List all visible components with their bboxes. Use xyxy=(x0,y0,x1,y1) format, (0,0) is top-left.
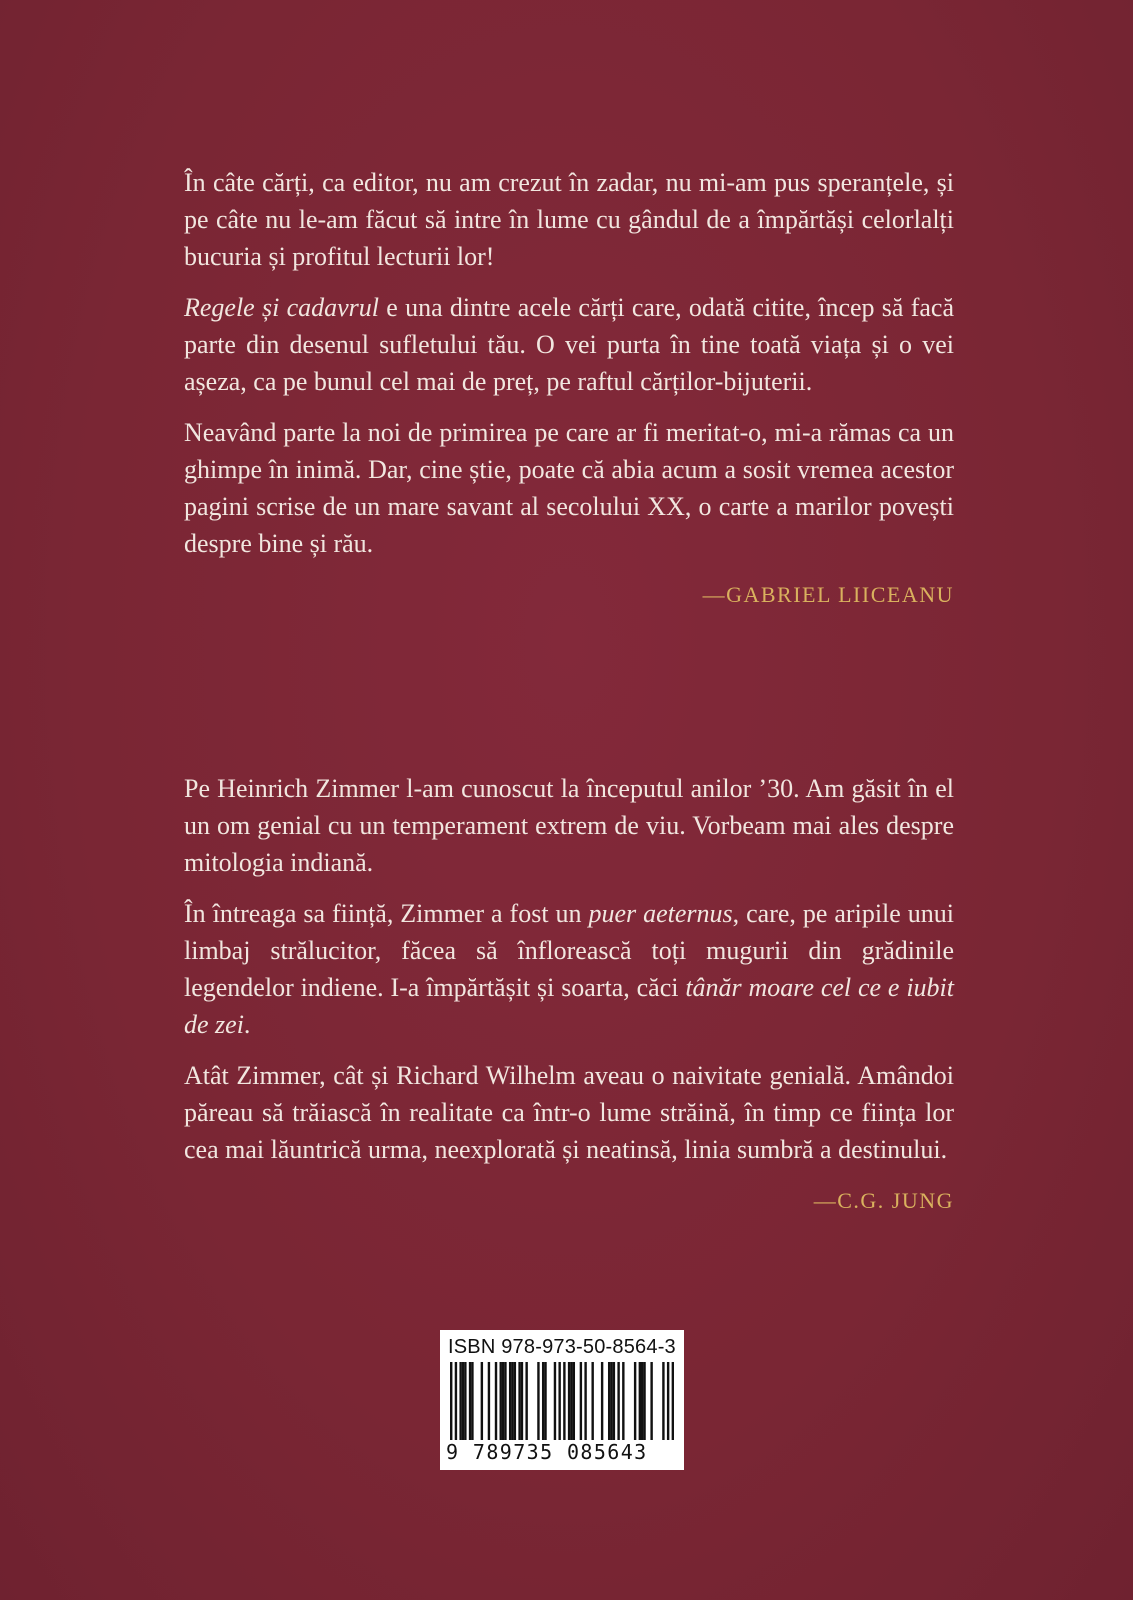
quote-paragraph xyxy=(184,770,954,881)
barcode-bar xyxy=(634,1362,636,1440)
barcode-bar xyxy=(509,1362,511,1440)
barcode-bars xyxy=(450,1362,674,1440)
barcode-bar xyxy=(542,1362,544,1440)
barcode-bar xyxy=(511,1362,513,1440)
barcode-bar xyxy=(617,1362,619,1440)
quote-paragraph xyxy=(184,289,954,400)
text-segment: , care, pe aripile unui limbaj strălucitor, făcea să înflorească toți mugurii din grădinile legendelor indiene. I-a împărtășit și soarta, căci xyxy=(184,899,954,1002)
barcode-bar xyxy=(672,1362,674,1440)
barcode-bar xyxy=(563,1362,565,1440)
barcode-bar xyxy=(601,1362,603,1440)
barcode-digits: 9 789735 085643 xyxy=(446,1440,648,1464)
barcode-bar xyxy=(469,1362,471,1440)
barcode-bar xyxy=(641,1362,643,1440)
text-segment: În câte cărți, ca editor, nu am crezut în zadar, nu mi-am pus speranțele, și pe câte nu le-am făcut să intre în lume cu gândul de a împărtăși celorlalți bucuria și profitul lecturii lor! xyxy=(184,168,954,271)
barcode-bar xyxy=(554,1362,556,1440)
barcode-bar xyxy=(639,1362,641,1440)
barcode-bar xyxy=(462,1362,464,1440)
italic-title: puer aeternus xyxy=(588,899,733,928)
liiceanu-quote xyxy=(184,164,954,613)
quote-paragraph xyxy=(184,414,954,562)
barcode-bar xyxy=(643,1362,645,1440)
barcode-bar xyxy=(558,1362,560,1440)
barcode-bar xyxy=(537,1362,539,1440)
barcode-bar xyxy=(544,1362,546,1440)
text-segment: Pe Heinrich Zimmer l-am cunoscut la începutul anilor ’30. Am găsit în el un om genial cu un temperament extrem de viu. Vorbeam mai ales despre mitologia indiană. xyxy=(184,774,954,877)
barcode-bar xyxy=(662,1362,664,1440)
barcode-bar xyxy=(667,1362,669,1440)
barcode-bar xyxy=(622,1362,624,1440)
barcode-bar xyxy=(610,1362,612,1440)
barcode-bar xyxy=(488,1362,490,1440)
barcode-bar xyxy=(471,1362,473,1440)
barcode-bar xyxy=(608,1362,610,1440)
barcode-bar xyxy=(613,1362,615,1440)
text-segment: e una dintre acele cărți care, odată citite, încep să facă parte din desenul sufletului tău. O vei purta în tine toată viața și o vei așeza, ca pe bunul cel mai de preț, pe raftul cărților-bijuterii. xyxy=(184,293,954,396)
barcode-bar xyxy=(504,1362,506,1440)
barcode-bar xyxy=(500,1362,502,1440)
quote-paragraph xyxy=(184,895,954,1043)
italic-title: tânăr moare cel ce e iubit de zei xyxy=(184,973,954,1039)
isbn-barcode xyxy=(440,1330,684,1470)
quote-paragraph xyxy=(184,1057,954,1168)
barcode-bar xyxy=(570,1362,572,1440)
isbn-label: ISBN 978-973-50-8564-3 xyxy=(448,1336,676,1358)
barcode-bar xyxy=(455,1362,457,1440)
barcode-bar xyxy=(650,1362,652,1440)
text-segment: În întreaga sa ființă, Zimmer a fost un xyxy=(184,899,589,928)
barcode-bar xyxy=(521,1362,523,1440)
barcode-bar xyxy=(525,1362,527,1440)
barcode-bar xyxy=(584,1362,586,1440)
barcode-bar xyxy=(573,1362,575,1440)
text-segment: Neavând parte la noi de primirea pe care ar fi meritat-o, mi-a rămas ca un ghimpe în inimă. Dar, cine știe, poate că abia acum a sosit vremea acestor pagini scrise de un mare savant al secolului XX, o carte a marilor povești despre bine și rău. xyxy=(184,418,954,558)
text-segment: Atât Zimmer, cât și Richard Wilhelm aveau o naivitate genială. Amândoi păreau să trăiască în realitate ca într-o lume străină, în timp ce ființa lor cea mai lăuntrică urma, neexplorată și neatinsă, linia sumbră a destinului. xyxy=(184,1061,954,1164)
barcode-bar xyxy=(591,1362,593,1440)
quote-paragraph xyxy=(184,164,954,275)
barcode-bar xyxy=(514,1362,516,1440)
barcode-bar xyxy=(481,1362,483,1440)
quote-author: —C.G. JUNG xyxy=(813,1188,954,1213)
barcode-bar xyxy=(518,1362,520,1440)
barcode-bar xyxy=(459,1362,461,1440)
barcode-bar xyxy=(580,1362,582,1440)
barcode-bar xyxy=(495,1362,497,1440)
italic-title: Regele și cadavrul xyxy=(184,293,380,322)
barcode-bar xyxy=(450,1362,452,1440)
quote-author: —GABRIEL LIICEANU xyxy=(702,582,954,607)
barcode-bar xyxy=(568,1362,570,1440)
barcode-bar xyxy=(502,1362,504,1440)
barcode-bar xyxy=(464,1362,466,1440)
jung-quote xyxy=(184,770,954,1219)
text-segment: . xyxy=(243,1010,251,1039)
